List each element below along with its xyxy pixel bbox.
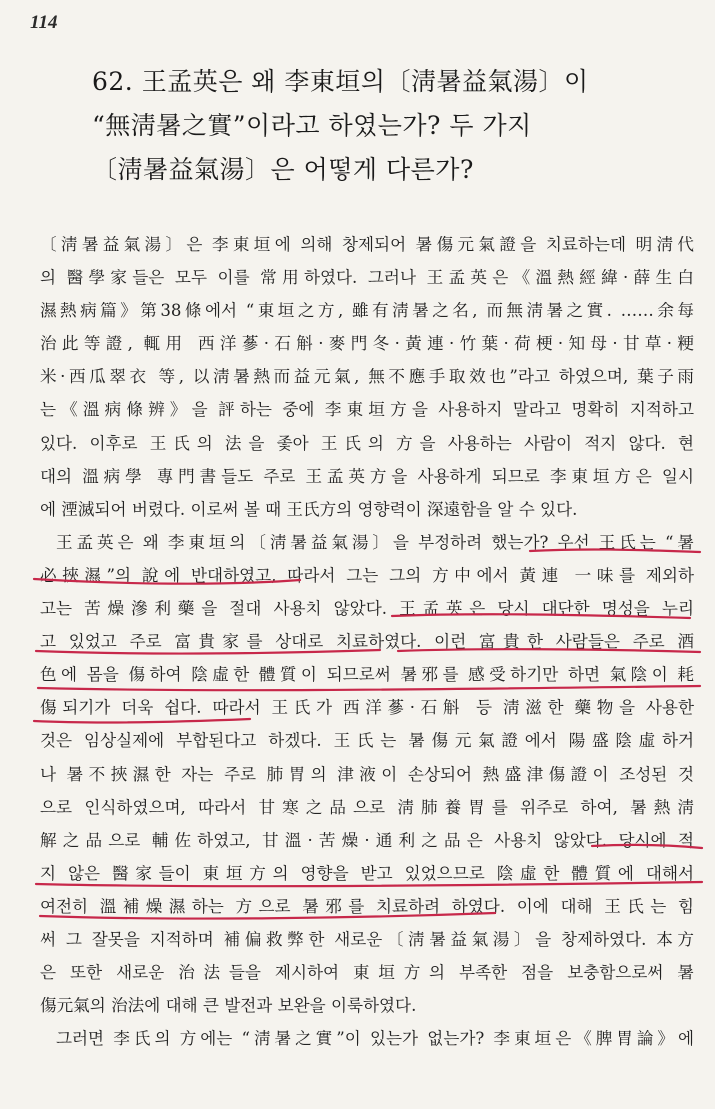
text-line: 의 醫學家들은 모두 이를 常用하였다. 그러나 王孟英은《溫熱經緯·薛生白 [40,268,694,288]
title-line: “無淸暑之實”이라고 하였는가? 두 가지 [92,111,532,140]
page-number: 114 [30,12,58,33]
text-line: 傷元氣의 治法에 대해 큰 발전과 보완을 이룩하였다. [40,996,417,1016]
text-line: 지 않은 醫家들이 東垣方의 영향을 받고 있었으므로 陰虛한 體質에 대해서 [40,863,694,883]
text-line: 治此等證, 輒用 西洋蔘·石斛·麥門冬·黃連·竹葉·荷梗·知母·甘草·粳 [40,334,694,354]
text-line: 으로 인식하였으며, 따라서 甘寒之品으로 淸肺養胃를 위주로 하여, 暑熱淸 [40,797,694,817]
body-text [40,228,694,1055]
text-line: 고는 苦燥滲利藥을 절대 사용치 않았다. 王孟英은 당시 대단한 명성을 누리 [40,599,694,619]
text-line: 傷되기가 더욱 쉽다. 따라서 王氏가 西洋蔘·石斛 등 淸滋한 藥物을 사용한 [40,698,694,718]
text-line: 解之品으로 輔佐하였고, 甘溫·苦燥·通利之品은 사용치 않았다. 당시에 적 [40,830,694,850]
text-line: 그러면 李氏의 方에는 “淸暑之實”이 있는가 없는가? 李東垣은《脾胃論》에 [56,1029,694,1049]
text-line: 고 있었고 주로 富貴家를 상대로 치료하였다. 이런 富貴한 사람들은 주로 酒 [40,632,694,652]
text-line: 대의 溫病學 專門書들도 주로 王孟英方을 사용하게 되므로 李東垣方은 일시 [40,466,694,486]
text-line: 써 그 잘못을 지적하며 補偏救弊한 새로운〔淸暑益氣湯〕을 창제하였다. 本方 [40,929,694,949]
title-line: 62. 王孟英은 왜 李東垣의〔淸暑益氣湯〕이 [92,67,589,96]
title-line: 〔淸暑益氣湯〕은 어떻게 다른가? [92,155,474,184]
text-line: 은 또한 새로운 治法들을 제시하여 東垣方의 부족한 점을 보충함으로써 暑 [40,963,694,983]
text-line: 나 暑不挾濕한 자는 주로 肺胃의 津液이 손상되어 熱盛津傷證이 조성된 것 [40,764,694,784]
text-line: 米·西瓜翠衣 等, 以淸暑熱而益元氣, 無不應手取效也”라고 하였으며, 葉子雨 [40,367,694,387]
text-line: 것은 임상실제에 부합된다고 하겠다. 王氏는 暑傷元氣證에서 陽盛陰虛하거 [40,731,694,751]
text-line: 王孟英은 왜 李東垣의〔淸暑益氣湯〕을 부정하려 했는가? 우선 王氏는 “暑 [56,532,694,552]
text-line: 에 湮滅되어 버렸다. 이로써 볼 때 王氏方의 영향력이 深遠함을 알 수 있다. [40,499,578,519]
text-line: 色에 몸을 傷하여 陰虛한 體質이 되므로써 暑邪를 感受하기만 하면 氣陰이 耗 [40,665,694,685]
text-line: 〔淸暑益氣湯〕은 李東垣에 의해 창제되어 暑傷元氣證을 치료하는데 明淸代 [40,235,694,254]
text-line: 必挾濕”의 說에 반대하였고, 따라서 그는 그의 方中에서 黃連 一味를 제외하 [40,565,694,585]
question-title [92,60,702,192]
text-line: 는《溫病條辨》을 評하는 중에 李東垣方을 사용하지 말라고 명확히 지적하고 [40,400,694,420]
text-line: 濕熱病篇》第38條에서 “東垣之方, 雖有淸暑之名, 而無淸暑之實. ……余每 [40,301,694,321]
text-line: 있다. 이후로 王氏의 法을 좇아 王氏의 方을 사용하는 사람이 적지 않다. 현 [40,433,694,453]
text-line: 여전히 溫補燥濕하는 方으로 暑邪를 치료하려 하였다. 이에 대해 王氏는 힘 [40,896,694,916]
